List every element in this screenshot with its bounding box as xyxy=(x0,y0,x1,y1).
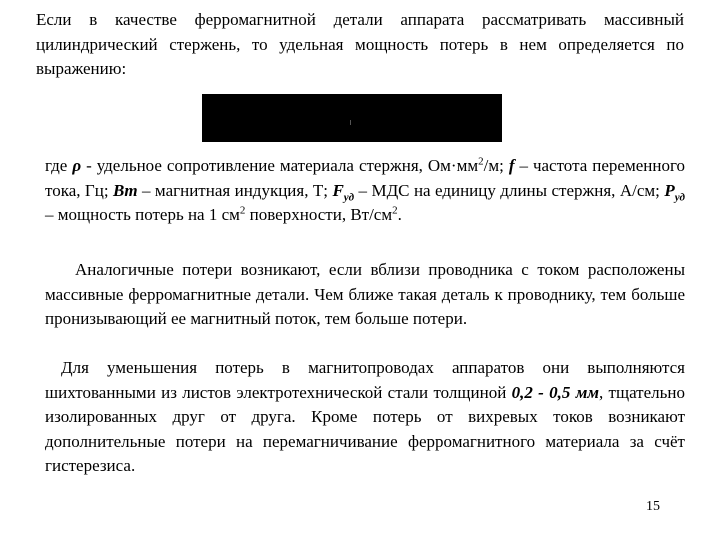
thickness-value: 0,2 - 0,5 мм xyxy=(511,382,599,402)
pud-subscript: уд xyxy=(674,190,686,203)
fud-symbol: F xyxy=(332,180,344,200)
period: . xyxy=(397,205,402,224)
f-symbol: f xyxy=(508,156,515,175)
f-desc: – частота переменного тока, Гц; xyxy=(45,156,685,200)
reduction-text-2: , тщательно изолированных друг от друга. Кроме потерь от вихревых токов возникают дополнительные потери на перемагничивание ферромагнитного материала за счёт гистерезиса. xyxy=(45,382,685,475)
pud-unit: поверхности, Вт/см xyxy=(245,205,393,224)
bm-desc: – магнитная индукция, Т; xyxy=(137,180,333,200)
fud-desc: – МДС на единицу длины стержня, А/см; xyxy=(354,180,665,200)
rho-desc: - удельное сопротивление материала стержня, Ом·мм xyxy=(81,156,479,175)
area-superscript-2: 2 xyxy=(392,204,398,217)
page-number: 15 xyxy=(646,499,660,514)
area-superscript: 2 xyxy=(239,204,246,217)
intro-paragraph: Если в качестве ферромагнитной детали аппарата рассматривать массивный цилиндрический стержень, то удельная мощность потерь в нем определяется по выражению: xyxy=(36,10,684,78)
formula-mark xyxy=(350,120,351,125)
bm-symbol: Bm xyxy=(113,180,138,200)
reduction-paragraph xyxy=(45,356,685,479)
similar-losses-paragraph: Аналогичные потери возникают, если вблизи проводника с током расположены массивные ферромагнитные детали. Чем ближе такая деталь к проводнику, тем больше пронизывающий ее магнитный поток, тем больше потери. xyxy=(45,260,685,328)
reduction-text-1: Для уменьшения потерь в магнитопроводах аппаратов они выполняются шихтованными из листов электротехнической стали толщиной xyxy=(45,358,685,402)
pud-symbol: P xyxy=(664,180,675,200)
pud-desc: – мощность потерь на 1 см xyxy=(45,205,240,224)
variables-paragraph xyxy=(45,154,685,228)
rho-unit-end: /м; xyxy=(483,156,509,175)
formula-image xyxy=(202,94,502,142)
where-text: где xyxy=(45,156,73,175)
unit-superscript: 2 xyxy=(478,155,484,168)
fud-subscript: уд xyxy=(343,190,355,203)
rho-symbol: ρ xyxy=(72,156,82,175)
